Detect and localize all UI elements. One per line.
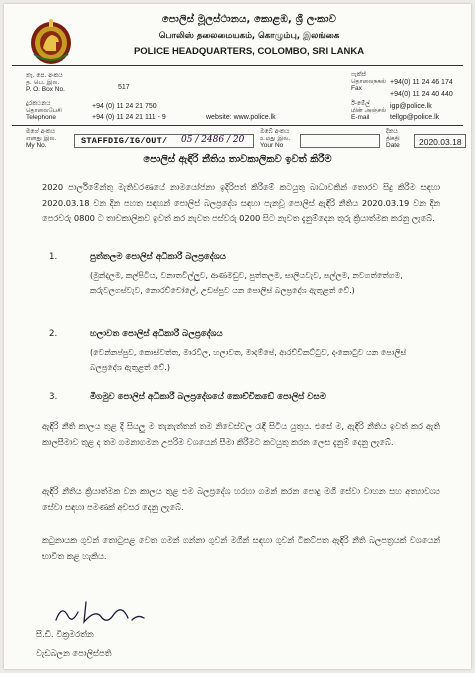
sri-lanka-emblem-icon [28, 18, 74, 66]
fax-value-2: +94(0) 11 24 40 440 [390, 91, 453, 98]
your-no-box [300, 134, 380, 148]
item-3-number: 3. [49, 392, 58, 402]
paragraph-curfew-stay-home: ඇඳිරි නීති කාලය තුළ දී සියලු ම තැනැත්තන් තම නිවෙස්වල රැඳී සිටිය යුතුය. එසේ ම, ඇඳිරි නීතිය ඉවත් කර ඇති කාලසීමාව තුළ ද තම ගමනාගමන උපරිම වශයෙන් සීමා කිරීමට කටයුතු කරන ලෙස දැනුම් දෙනු ලැබේ. [42, 421, 440, 447]
my-no-label: මගේ අංකය எனது இல. My No. [26, 128, 57, 149]
po-box-label: තැ. පෙ. අංකය த. பெ. இல. P. O. Box No. [26, 72, 65, 93]
letter-title: පොලිස් ඇඳිරි නීතිය තාවකාලිකව ඉවත් කිරීම [143, 154, 332, 165]
your-no-label: ඔබේ අංකය உமது இல. Your No [260, 128, 291, 149]
my-no-handwritten: 05 / 2486 / 20 [181, 135, 245, 145]
item-2-heading: හලාවත පොලිස් අධිකාරී බලප්‍රදේශය [90, 329, 223, 339]
intro-paragraph: 2020 පාර්ලිමේන්තු මැතිවරණයේ නාමයෝජනා ඉදිරිපත් කිරීමේ කටයුතු බාධාවකින් තොරව සිදු කිරීම සඳහා 2020.03.18 වන දින පහත සඳහන් පොලිස් බලප්‍රදේශ සඳහා පැනවූ පොලිස් ඇඳිරි නීතිය 2020.03.19 වන දින පෙරවරු 0800 ට තාවකාලිකව ඉවත් කර නැවත පස්වරු 0200 සිට නැවත දැනුම්දෙන තුරු ක්‍රියාත්මක කරනු ලැබේ. [42, 182, 440, 223]
contact-divider [12, 125, 463, 126]
item-1-heading: පුත්තලම පොලිස් අධිකාරී බලප්‍රදේශය [90, 252, 226, 262]
letter-page [4, 4, 471, 669]
header-title-english: POLICE HEADQUARTERS, COLOMBO, SRI LANKA [133, 46, 365, 57]
email-label: ඊ-මේල් மின் அஞ்சல் E-mail [351, 100, 387, 121]
my-no-box [74, 134, 254, 148]
item-3-heading: මීගමුව පොලිස් අධිකාරී බලප්‍රදේශයේ කොච්චිකඩේ පොලිස් වසම [90, 392, 326, 402]
item-2-number: 2. [49, 329, 58, 339]
header-divider [12, 65, 463, 66]
telephone-value-1: +94 (0) 11 24 21 750 [92, 103, 157, 110]
signatory-title: වැඩබලන පොලිස්පති [36, 648, 112, 658]
handwritten-signature-icon [52, 594, 152, 628]
signatory-name: සී.ඩී. වික්‍රමරත්න [36, 629, 94, 639]
my-no-value: STAFFDIG/IG/OUT/ [81, 136, 168, 146]
telephone-value-2: +94 (0) 11 24 21 111 - 9 [92, 114, 166, 121]
telephone-label: දුරකථනය தொலைபேசி Telephone [26, 100, 62, 121]
date-label: දිනය திகதி Date [386, 128, 400, 149]
fax-label: ෆැක්ස් தொலைநகல் Fax [351, 71, 387, 92]
date-value: 2020.03.18 [419, 137, 462, 147]
item-1-number: 1. [49, 252, 58, 262]
item-2-body: (වෙන්නප්පුව, කොස්වත්ත, මාරවිල, හලාවත, මාදම්පේ, ආරච්චිකට්ටුව, දංකොටුව යන පොලිස් බලප්‍රදේශ ඇතුළත් වේ.) [90, 348, 407, 372]
email-value-2: tellgp@police.lk [390, 114, 440, 121]
paragraph-essential-services: ඇඳිරි නීතිය ක්‍රියාත්මක වන කාලය තුළ එම බලප්‍රදේශ හරහා ගමන් කරන පොදු මගී සේවා වාහන සහ අත්‍යාවශ්‍ය සේවා සඳහා පමණක් අවසර දෙනු ලැබේ. [42, 486, 440, 512]
website: website: www.police.lk [206, 114, 276, 121]
po-box-value: 517 [118, 84, 130, 91]
date-box [414, 134, 466, 148]
paragraph-airport-ticket: කටුනායක ගුවන් තොටුපළ වෙත ගමන් ගන්නා ගුවන් මගීන් සඳහා ගුවන් ටිකට්පත ඇඳිරි නීති බලපත්‍රයක් වශයෙන් භාවිත කළ හැකිය. [42, 535, 440, 561]
header-title-tamil: பொலிஸ் தலைமையகம், கொழும்பு, இலங்கை [158, 31, 340, 41]
item-1-body: (මුන්දලම, කල්පිටිය, වනාතවිල්ලුව, ආණමඩුව, පුත්තලම, සාලියවැව, පල්ලම, නවගත්තේගම, කරුවලගස්වැව, නොරච්චෝලේ, උඩප්පුව යන පොලිස් බලප්‍රදේශ ඇතුළත් වේ.) [90, 271, 403, 295]
header-title-sinhala: පොලිස් මූලස්ථානය, කොළඹ, ශ්‍රී ලංකාව [161, 14, 337, 25]
fax-value-1: +94(0) 11 24 46 174 [390, 79, 453, 86]
email-value-1: igp@police.lk [390, 103, 432, 110]
